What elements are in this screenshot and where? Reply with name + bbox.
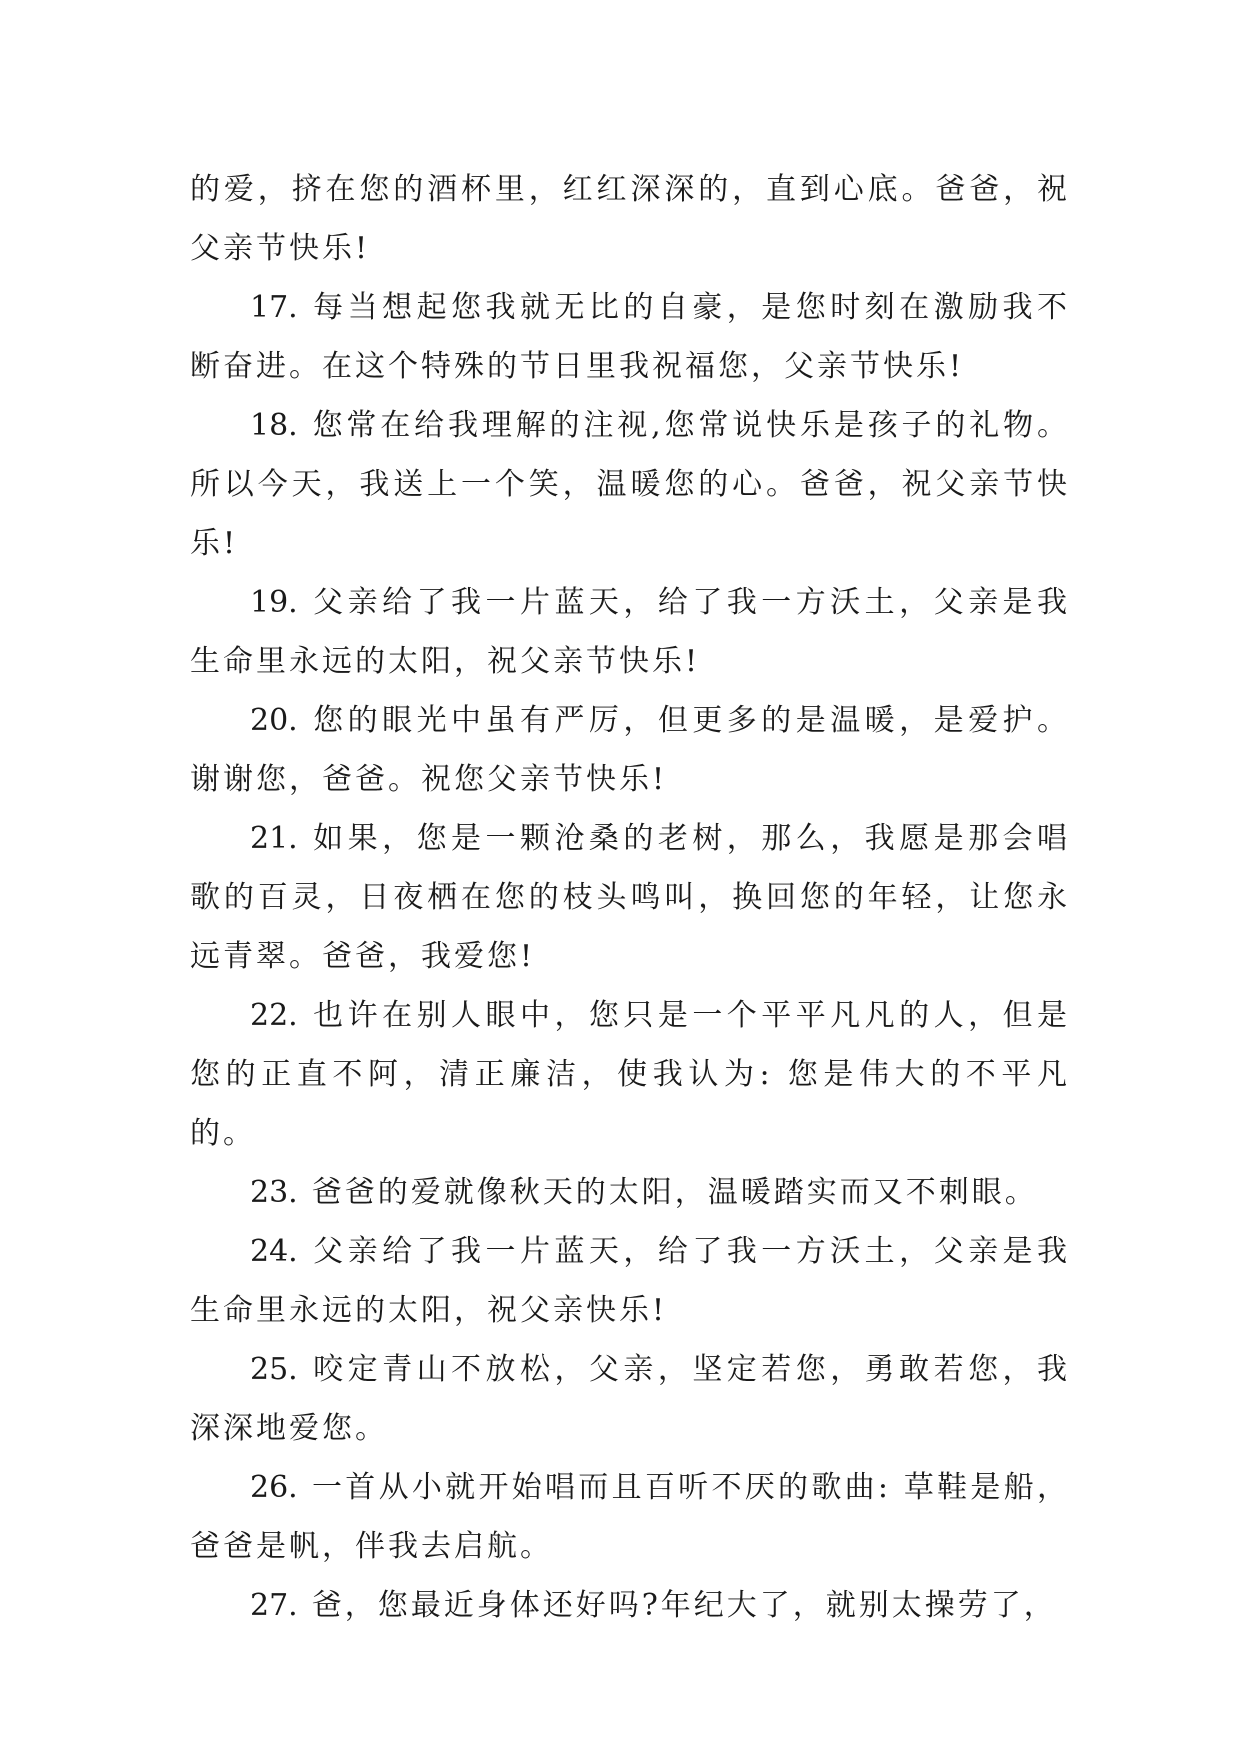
document-body	[190, 160, 1070, 1635]
paragraph-18	[190, 396, 1070, 573]
paragraph-number: 25.	[250, 1352, 298, 1387]
paragraph-text: 您的眼光中虽有严厉，但更多的是温暖，是爱护。谢谢您，爸爸。祝您父亲节快乐!	[190, 703, 1070, 797]
paragraph-19	[190, 573, 1070, 691]
paragraph-text: 每当想起您我就无比的自豪，是您时刻在激励我不断奋进。在这个特殊的节日里我祝福您，父亲节快乐!	[190, 290, 1070, 384]
paragraph-16-continued	[190, 160, 1070, 278]
paragraph-text: 父亲给了我一片蓝天，给了我一方沃土，父亲是我生命里永远的太阳，祝父亲节快乐!	[190, 585, 1070, 679]
paragraph-20	[190, 691, 1070, 809]
paragraph-26	[190, 1458, 1070, 1576]
paragraph-text: 如果，您是一颗沧桑的老树，那么，我愿是那会唱歌的百灵，日夜栖在您的枝头鸣叫，换回您的年轻，让您永远青翠。爸爸，我爱您!	[190, 821, 1070, 974]
paragraph-27	[190, 1576, 1070, 1635]
paragraph-number: 20.	[250, 703, 298, 738]
paragraph-21	[190, 809, 1070, 986]
paragraph-number: 27.	[250, 1588, 298, 1623]
paragraph-number: 26.	[250, 1470, 298, 1505]
paragraph-number: 19.	[250, 585, 298, 620]
paragraph-text: 也许在别人眼中，您只是一个平平凡凡的人，但是您的正直不阿，清正廉洁，使我认为: 您是伟大的不平凡的。	[190, 998, 1070, 1151]
paragraph-number: 24.	[250, 1234, 298, 1269]
paragraph-text: 咬定青山不放松，父亲，坚定若您，勇敢若您，我深深地爱您。	[190, 1352, 1070, 1446]
paragraph-text: 的爱，挤在您的酒杯里，红红深深的，直到心底。爸爸，祝父亲节快乐!	[190, 172, 1070, 266]
paragraph-number: 17.	[250, 290, 298, 325]
paragraph-text: 爸，您最近身体还好吗?年纪大了，就别太操劳了，	[311, 1588, 1057, 1623]
paragraph-number: 21.	[250, 821, 298, 856]
paragraph-number: 18.	[250, 408, 298, 443]
paragraph-text: 您常在给我理解的注视,您常说快乐是孩子的礼物。所以今天，我送上一个笑，温暖您的心。爸爸，祝父亲节快乐!	[190, 408, 1070, 561]
paragraph-number: 23.	[250, 1175, 298, 1210]
paragraph-23	[190, 1163, 1070, 1222]
paragraph-text: 一首从小就开始唱而且百听不厌的歌曲: 草鞋是船，爸爸是帆，伴我去启航。	[190, 1470, 1070, 1564]
paragraph-number: 22.	[250, 998, 298, 1033]
paragraph-25	[190, 1340, 1070, 1458]
paragraph-17	[190, 278, 1070, 396]
paragraph-text: 父亲给了我一片蓝天，给了我一方沃土，父亲是我生命里永远的太阳，祝父亲快乐!	[190, 1234, 1070, 1328]
paragraph-text: 爸爸的爱就像秋天的太阳，温暖踏实而又不刺眼。	[311, 1175, 1038, 1210]
paragraph-24	[190, 1222, 1070, 1340]
paragraph-22	[190, 986, 1070, 1163]
